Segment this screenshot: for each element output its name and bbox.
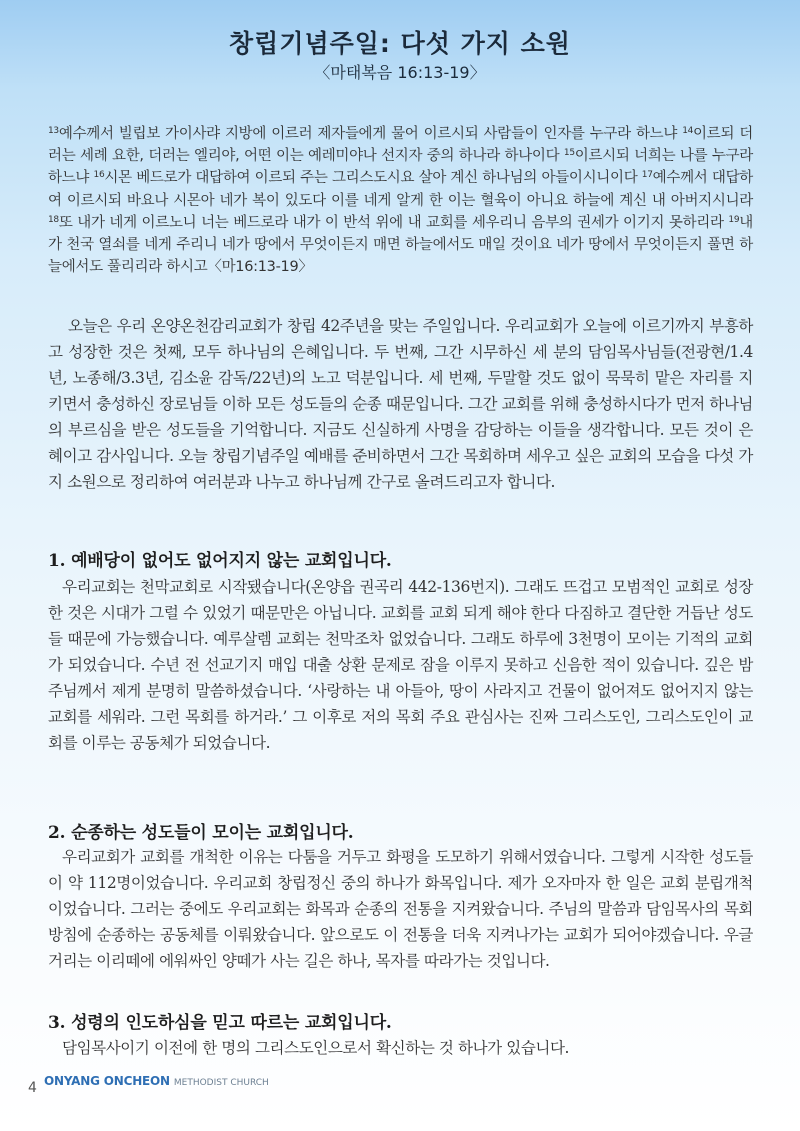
verse-text: 예수께서 빌립보 가이사랴 지방에 이르러 제자들에게 물어 이르시되 사람들이 인자를 누구라 하느냐 <box>58 126 683 142</box>
verse-text: 또 내가 네게 이르노니 너는 베드로라 내가 이 반석 위에 내 교회를 세우리니 음부의 권세가 이기지 못하리라 <box>58 214 729 231</box>
page-number: 4 <box>28 1080 37 1096</box>
verse-number: 17 <box>641 170 653 181</box>
church-logo-text <box>44 1074 269 1088</box>
verse-text: 이르되 더러는 세례 요한, 더러는 엘리야, 어떤 이는 예레미야나 선지자 중의 하나라 하나이다 <box>48 126 753 165</box>
verse-text: 시몬 베드로가 대답하여 이르되 주는 그리스도시요 살아 계신 하나님의 아들이시니이다 <box>104 170 642 187</box>
verse-number: 14 <box>682 126 694 136</box>
page-footer <box>28 1074 328 1106</box>
verse-text: 이르시되 너희는 나를 누구라 하느냐 <box>48 148 753 187</box>
sermon-title: 창립기념주일: 다섯 가지 소원 <box>229 29 571 58</box>
verse-text: 예수께서 대답하여 이르시되 바요나 시몬아 네가 복이 있도다 이를 네게 알게 한 이는 혈육이 아니요 하늘에 계신 내 아버지시니라 <box>48 170 753 209</box>
scripture-passage <box>48 123 753 278</box>
section-body-1: 우리교회는 천막교회로 시작됐습니다(온양읍 권곡리 442-136번지). 그래도 뜨겁고 모범적인 교회로 성장한 것은 시대가 그럴 수 있었기 때문만은 아닙니다. 교회를 교회 되게 해야 한다 다짐하고 결단한 거듭난 성도들 때문에 가능했습니다. 예루살렘 교회는 천막조차 없었습니다. 그래도 하루에 3천명이 모이는 기적의 교회가 되었습니다. 수년 전 선교기지 매입 대출 상환 문제로 잠을 이루지 못하고 신음한 적이 있습니다. 깊은 밤 주님께서 제게 분명히 말씀하셨습니다. ‘사랑하는 내 아들아, 땅이 사라지고 건물이 없어져도 없어지지 않는 교회를 세워라. 그런 목회를 하거라.’ 그 이후로 저의 목회 주요 관심사는 진짜 그리스도인, 그리스도인이 교회를 이루는 공동체가 되었습니다. <box>48 578 753 752</box>
section-heading-3: 3. 성령의 인도하심을 믿고 따르는 교회입니다. <box>48 1013 392 1033</box>
intro-paragraph: 오늘은 우리 온양온천감리교회가 창립 42주년을 맞는 주일입니다. 우리교회가 오늘에 이르기까지 부흥하고 성장한 것은 첫째, 모두 하나님의 은혜입니다. 두 번째, 그간 시무하신 세 분의 담임목사님들(전광현/1.4년, 노종해/3.3년, 김소윤 감독/22년)의 노고 덕분입니다. 세 번째, 두말할 것도 없이 묵묵히 맡은 자리를 지키면서 충성하신 장로님들 이하 모든 성도들의 순종 때문입니다. 그간 교회를 위해 충성하시다가 먼저 하나님의 부르심을 받은 성도들을 기억합니다. 지금도 신실하게 사명을 감당하는 이들을 생각합니다. 모든 것이 은혜이고 감사입니다. 오늘 창립기념주일 예배를 준비하면서 그간 목회하며 세우고 싶은 교회의 모습을 다섯 가지 소원으로 정리하여 여러분과 나누고 하나님께 간구로 올려드리고자 합니다. <box>48 317 753 491</box>
verse-number: 19 <box>728 214 740 225</box>
verse-number: 13 <box>48 126 59 136</box>
church-name: ONYANG ONCHEON <box>44 1074 170 1088</box>
section-body-3: 담임목사이기 이전에 한 명의 그리스도인으로서 확신하는 것 하나가 있습니다. <box>62 1039 570 1057</box>
verse-number: 15 <box>563 148 575 159</box>
verse-number: 18 <box>48 214 59 225</box>
section-body-2: 우리교회가 교회를 개척한 이유는 다툼을 거두고 화평을 도모하기 위해서였습니다. 그렇게 시작한 성도들이 약 112명이었습니다. 우리교회 창립정신 중의 하나가 화목입니다. 제가 오자마자 한 일은 교회 분립개척이었습니다. 그러는 중에도 우리교회는 화목과 순종의 전통을 지켜왔습니다. 주님의 말씀과 담임목사의 목회방침에 순종하는 공동체를 이뤄왔습니다. 앞으로도 이 전통을 더욱 지켜나가는 교회가 되어야겠습니다. 우글거리는 이리떼에 에워싸인 양떼가 사는 길은 하나, 목자를 따라가는 것입니다. <box>48 848 753 970</box>
section-heading-1: 1. 예배당이 없어도 없어지지 않는 교회입니다. <box>48 551 392 571</box>
section-heading-2: 2. 순종하는 성도들이 모이는 교회입니다. <box>48 823 354 843</box>
scripture-reference: 〈마태복음 16:13-19〉 <box>314 63 486 82</box>
verse-number: 16 <box>93 170 105 181</box>
church-denomination: METHODIST CHURCH <box>173 1078 269 1088</box>
verse-text: 내가 천국 열쇠를 네게 주리니 네가 땅에서 무엇이든지 매면 하늘에서도 매일 것이요 네가 땅에서 무엇이든지 풀면 하늘에서도 풀리리라 하시고〈마16:13-19〉 <box>48 214 753 276</box>
